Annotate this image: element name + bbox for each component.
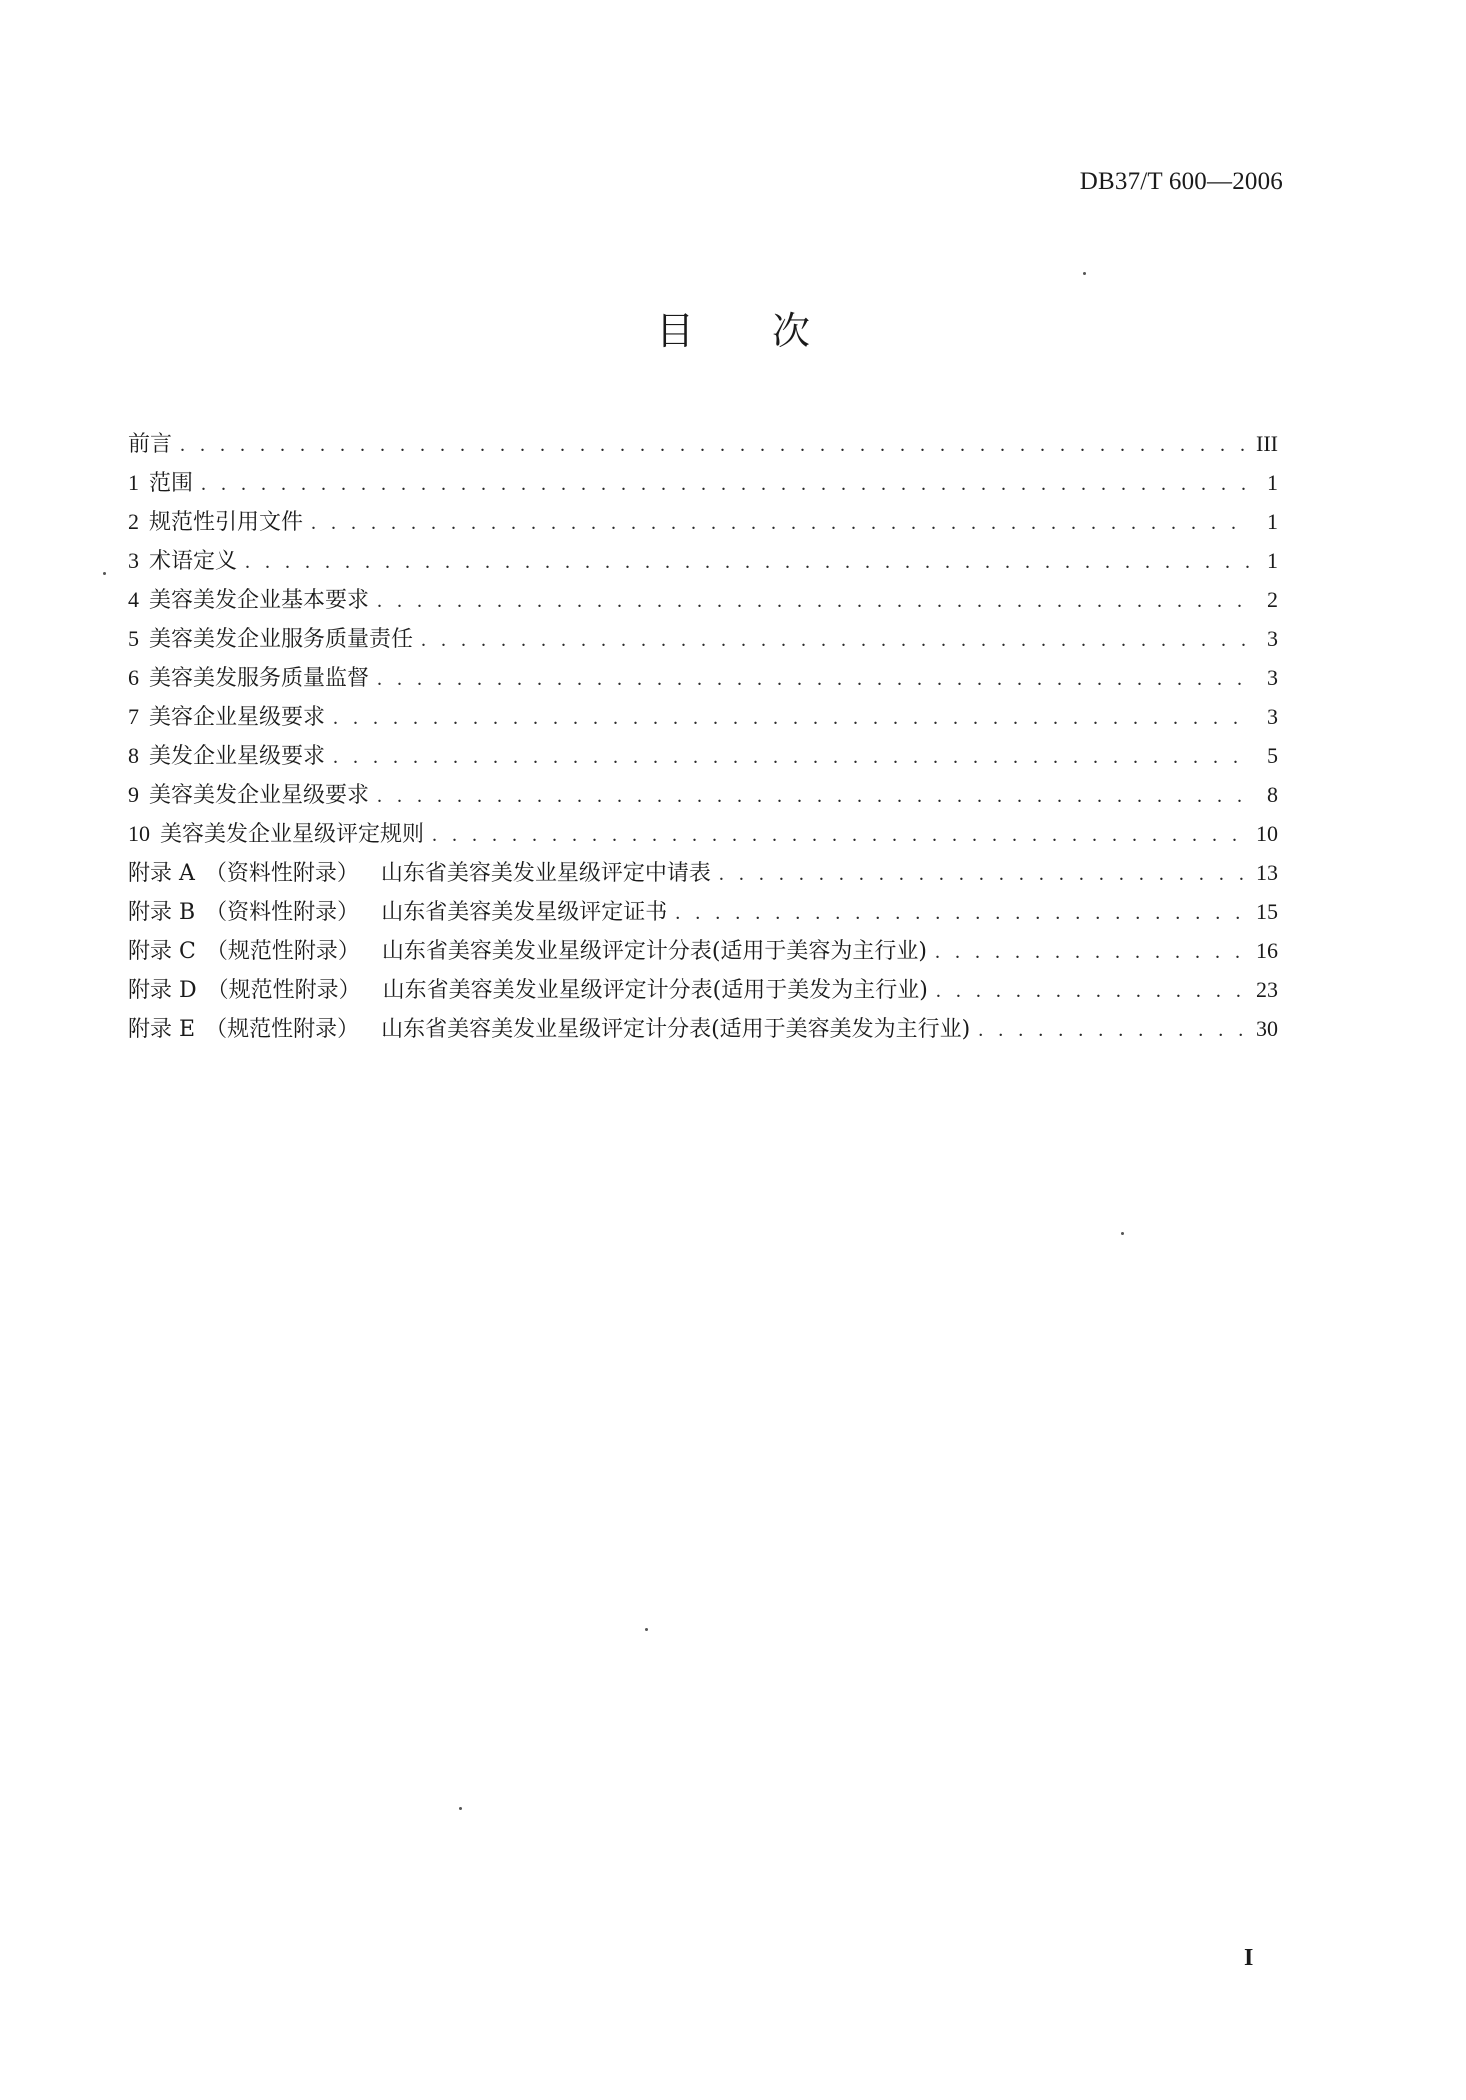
dot-leader: [377, 777, 1252, 816]
dot-leader: [935, 933, 1248, 972]
toc-entry-page: 16: [1256, 938, 1278, 963]
toc-entry-star-rating-rules[interactable]: [128, 814, 1278, 853]
toc-entry-beauty-hair-star[interactable]: [128, 775, 1278, 814]
toc-entry-appendix-c[interactable]: [128, 931, 1278, 970]
toc-entry-label: 2 规范性引用文件: [128, 509, 304, 535]
toc-entry-page: 5: [1267, 743, 1278, 768]
dot-leader: [421, 621, 1252, 660]
toc-entry-label: 10 美容美发企业星级评定规则: [128, 821, 425, 847]
toc-entry-page: III: [1256, 431, 1278, 456]
toc-entry-label: 5 美容美发企业服务质量责任: [128, 626, 414, 652]
toc-entry-beauty-star[interactable]: [128, 697, 1278, 736]
toc-entry-label: 前言: [128, 432, 173, 457]
toc-entry-page: 13: [1256, 860, 1278, 885]
scan-speck: [103, 572, 106, 575]
toc-entry-quality-supervision[interactable]: [128, 658, 1278, 697]
toc-entry-label: 1 范围: [128, 470, 194, 496]
toc-entry-page: 23: [1256, 977, 1278, 1002]
document-code: DB37/T 600—2006: [1079, 168, 1283, 195]
toc-entry-page: 10: [1256, 821, 1278, 846]
toc-entry-label: 附录 A （资料性附录） 山东省美容美发业星级评定中请表: [128, 861, 711, 886]
dot-leader: [333, 738, 1252, 777]
toc-entry-label: 附录 C （规范性附录） 山东省美容美发业星级评定计分表(适用于美容为主行业): [128, 939, 928, 964]
dot-leader: [377, 582, 1252, 621]
toc-entry-appendix-d[interactable]: [128, 970, 1278, 1009]
toc-entry-label: 附录 E （规范性附录） 山东省美容美发业星级评定计分表(适用于美容美发为主行业): [128, 1017, 971, 1042]
dot-leader: [675, 894, 1248, 933]
toc-entry-page: 3: [1267, 626, 1278, 651]
toc-entry-label: 8 美发企业星级要求: [128, 743, 326, 769]
scan-speck: [1083, 272, 1086, 275]
dot-leader: [180, 426, 1248, 465]
toc-entry-basic-requirements[interactable]: [128, 580, 1278, 619]
toc-entry-page: 3: [1267, 704, 1278, 729]
toc-entry-foreword[interactable]: [128, 424, 1278, 463]
toc-entry-hair-star[interactable]: [128, 736, 1278, 775]
dot-leader: [432, 816, 1248, 855]
toc-entry-appendix-e[interactable]: [128, 1009, 1278, 1048]
toc-entry-appendix-a[interactable]: [128, 853, 1278, 892]
toc-entry-label: 6 美容美发服务质量监督: [128, 665, 370, 691]
toc-entry-label: 7 美容企业星级要求: [128, 704, 326, 730]
toc-entry-label: 3 术语定义: [128, 548, 238, 574]
page-number: I: [1244, 1945, 1254, 1971]
toc-entry-page: 1: [1267, 548, 1278, 573]
scan-speck: [459, 1807, 462, 1810]
title-char-1: 目: [655, 309, 694, 353]
scan-speck: [1121, 1232, 1124, 1235]
dot-leader: [936, 972, 1248, 1011]
toc-entry-page: 15: [1256, 899, 1278, 924]
toc-entry-page: 3: [1267, 665, 1278, 690]
dot-leader: [978, 1011, 1248, 1050]
dot-leader: [333, 699, 1252, 738]
toc-entry-page: 30: [1256, 1016, 1278, 1041]
dot-leader: [719, 855, 1248, 894]
table-of-contents: [128, 424, 1278, 1048]
toc-entry-page: 8: [1267, 782, 1278, 807]
toc-entry-label: 9 美容美发企业星级要求: [128, 782, 370, 808]
toc-entry-appendix-b[interactable]: [128, 892, 1278, 931]
dot-leader: [377, 660, 1252, 699]
toc-entry-quality-responsibility[interactable]: [128, 619, 1278, 658]
dot-leader: [311, 504, 1252, 543]
toc-entry-label: 4 美容美发企业基本要求: [128, 587, 370, 613]
dot-leader: [201, 465, 1252, 504]
toc-entry-scope[interactable]: [128, 463, 1278, 502]
toc-entry-page: 1: [1267, 470, 1278, 495]
toc-entry-page: 1: [1267, 509, 1278, 534]
toc-title: [0, 300, 1466, 355]
toc-entry-normative-references[interactable]: [128, 502, 1278, 541]
scan-speck: [645, 1628, 648, 1631]
title-char-2: 次: [772, 309, 811, 353]
toc-entry-page: 2: [1267, 587, 1278, 612]
toc-entry-label: 附录 D （规范性附录） 山东省美容美发业星级评定计分表(适用于美发为主行业): [128, 978, 928, 1003]
toc-entry-terms[interactable]: [128, 541, 1278, 580]
toc-entry-label: 附录 B （资料性附录） 山东省美容美发星级评定证书: [128, 900, 668, 925]
dot-leader: [245, 543, 1252, 582]
